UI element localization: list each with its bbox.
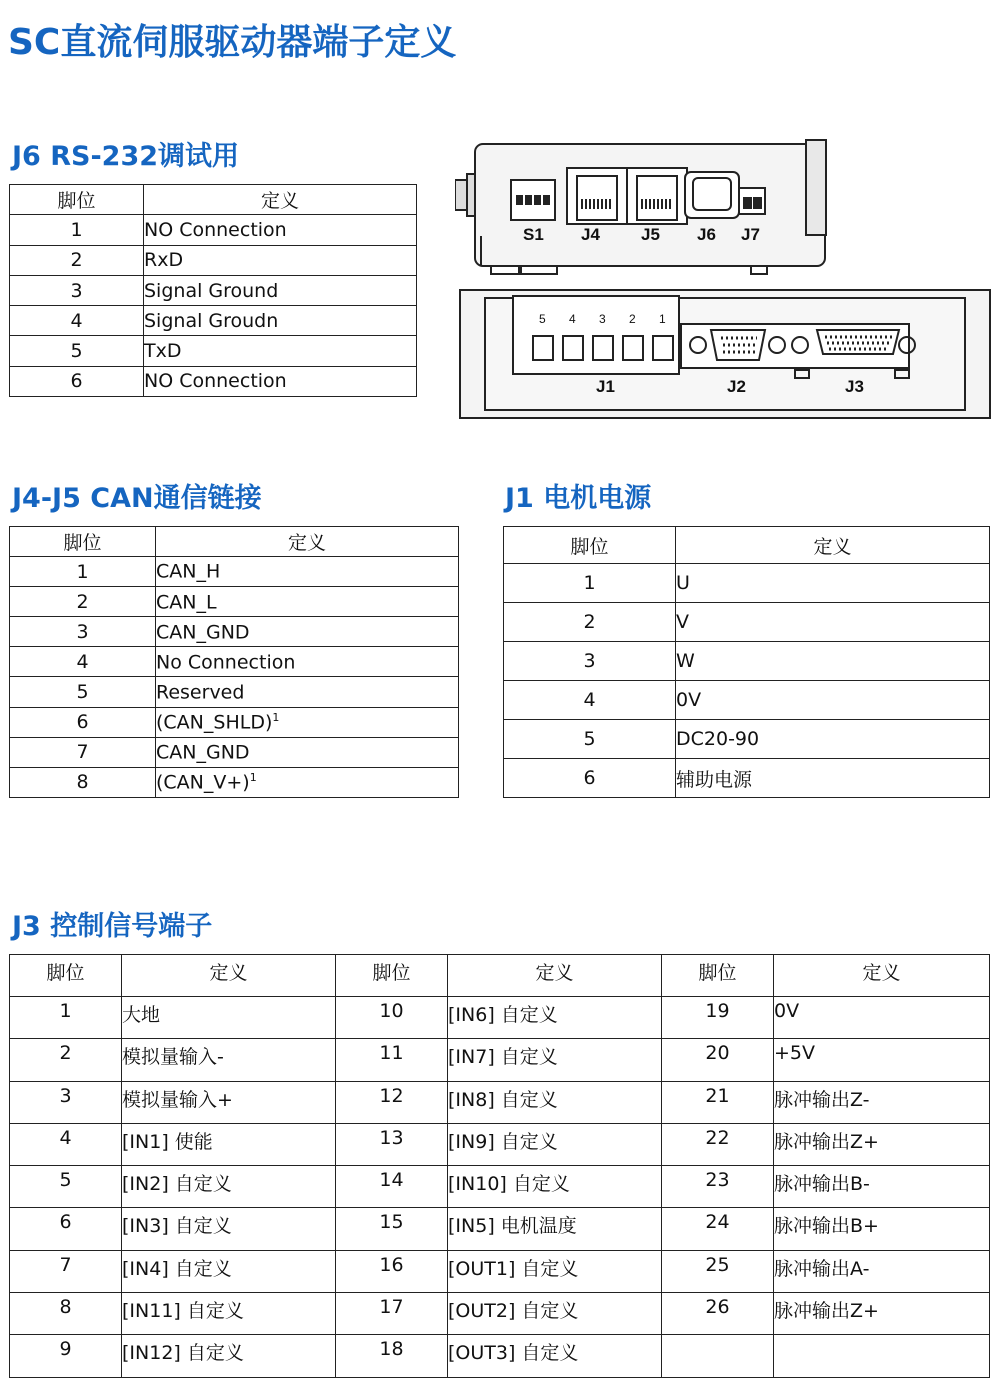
pin-number: 5 bbox=[10, 677, 156, 707]
pin-definition: W bbox=[676, 642, 990, 681]
pin-definition: 脉冲输出Z+ bbox=[774, 1293, 990, 1335]
pin-number: 3 bbox=[504, 642, 676, 681]
table-row bbox=[10, 767, 459, 797]
j1-pin-number: 3 bbox=[599, 312, 606, 326]
pin-number: 16 bbox=[336, 1250, 448, 1292]
table-row bbox=[10, 366, 417, 396]
header-definition: 定义 bbox=[122, 955, 336, 997]
table-row bbox=[10, 557, 459, 587]
pin-number: 17 bbox=[336, 1293, 448, 1335]
table-header-row bbox=[504, 527, 990, 564]
pin-number: 3 bbox=[10, 617, 156, 647]
table-row bbox=[504, 603, 990, 642]
pin-definition: (CAN_V+)$^1$ bbox=[156, 767, 459, 797]
pin-definition: 辅助电源 bbox=[676, 759, 990, 798]
pin-definition: DC20-90 bbox=[676, 720, 990, 759]
pin-number: 8 bbox=[10, 1293, 122, 1335]
table-row bbox=[10, 1123, 990, 1165]
pin-number: 4 bbox=[10, 306, 144, 336]
pin-number: 26 bbox=[662, 1293, 774, 1335]
header-pin: 脚位 bbox=[10, 955, 122, 997]
header-pin: 脚位 bbox=[10, 185, 144, 215]
pin-definition: [IN3] 自定义 bbox=[122, 1208, 336, 1250]
pin-number: 25 bbox=[662, 1250, 774, 1292]
pin-definition: 脉冲输出Z- bbox=[774, 1081, 990, 1123]
table-row bbox=[10, 1081, 990, 1123]
pin-number: 5 bbox=[10, 336, 144, 366]
label-j3: J3 bbox=[845, 377, 864, 396]
pin-definition bbox=[774, 1335, 990, 1377]
table-row bbox=[504, 642, 990, 681]
pin-definition: [IN7] 自定义 bbox=[448, 1039, 662, 1081]
table-row bbox=[504, 681, 990, 720]
header-pin: 脚位 bbox=[336, 955, 448, 997]
table-row bbox=[10, 306, 417, 336]
pin-definition: 脉冲输出A- bbox=[774, 1250, 990, 1292]
pin-definition: 脉冲输出B+ bbox=[774, 1208, 990, 1250]
pin-number: 15 bbox=[336, 1208, 448, 1250]
pin-definition: [IN6] 自定义 bbox=[448, 997, 662, 1039]
pin-number: 6 bbox=[10, 1208, 122, 1250]
pin-definition: [OUT3] 自定义 bbox=[448, 1335, 662, 1377]
j3-pin-table bbox=[9, 954, 990, 1378]
pin-definition: [IN5] 电机温度 bbox=[448, 1208, 662, 1250]
pin-number: 1 bbox=[10, 215, 144, 245]
pin-definition: Reserved bbox=[156, 677, 459, 707]
pin-definition: 脉冲输出B- bbox=[774, 1166, 990, 1208]
pin-number: 4 bbox=[10, 1123, 122, 1165]
footnote-marker: 1 bbox=[249, 771, 257, 785]
table-header-row bbox=[10, 955, 990, 997]
pin-definition: [IN10] 自定义 bbox=[448, 1166, 662, 1208]
j1-section-title: J1 电机电源 bbox=[505, 483, 652, 514]
j1-pin-table bbox=[503, 526, 990, 798]
pin-number: 1 bbox=[10, 557, 156, 587]
pin-definition: [IN8] 自定义 bbox=[448, 1081, 662, 1123]
table-row bbox=[504, 759, 990, 798]
pin-number: 13 bbox=[336, 1123, 448, 1165]
table-row bbox=[10, 336, 417, 366]
table-row bbox=[10, 617, 459, 647]
header-definition: 定义 bbox=[676, 527, 990, 564]
pin-number: 6 bbox=[10, 707, 156, 737]
pin-number: 9 bbox=[10, 1335, 122, 1377]
pin-definition: [IN12] 自定义 bbox=[122, 1335, 336, 1377]
pin-definition: CAN_GND bbox=[156, 737, 459, 767]
pin-definition: TxD bbox=[144, 336, 417, 366]
top-view bbox=[455, 140, 826, 274]
pin-number: 22 bbox=[662, 1123, 774, 1165]
pin-number: 21 bbox=[662, 1081, 774, 1123]
pin-definition: CAN_L bbox=[156, 587, 459, 617]
pin-number: 2 bbox=[10, 587, 156, 617]
table-row bbox=[10, 737, 459, 767]
pin-number: 18 bbox=[336, 1335, 448, 1377]
pin-number: 6 bbox=[10, 366, 144, 396]
j1-pin-number: 4 bbox=[569, 312, 576, 326]
pin-definition: U bbox=[676, 564, 990, 603]
table-row bbox=[10, 1293, 990, 1335]
pin-number: 2 bbox=[10, 1039, 122, 1081]
table-header-row bbox=[10, 527, 459, 557]
header-definition: 定义 bbox=[448, 955, 662, 997]
pin-definition: 模拟量输入- bbox=[122, 1039, 336, 1081]
table-row bbox=[10, 1335, 990, 1377]
pin-number: 3 bbox=[10, 275, 144, 305]
pin-definition: 大地 bbox=[122, 997, 336, 1039]
header-definition: 定义 bbox=[144, 185, 417, 215]
pin-number: 10 bbox=[336, 997, 448, 1039]
pin-definition: Signal Ground bbox=[144, 275, 417, 305]
table-row bbox=[10, 647, 459, 677]
pin-definition: RxD bbox=[144, 245, 417, 275]
pin-number: 1 bbox=[504, 564, 676, 603]
pin-number: 4 bbox=[10, 647, 156, 677]
pin-definition: +5V bbox=[774, 1039, 990, 1081]
pin-definition: No Connection bbox=[156, 647, 459, 677]
table-row bbox=[10, 677, 459, 707]
header-pin: 脚位 bbox=[504, 527, 676, 564]
table-row bbox=[10, 1250, 990, 1292]
pin-number: 8 bbox=[10, 767, 156, 797]
pin-number: 14 bbox=[336, 1166, 448, 1208]
pin-number: 24 bbox=[662, 1208, 774, 1250]
pin-number: 5 bbox=[504, 720, 676, 759]
pin-number: 2 bbox=[504, 603, 676, 642]
pin-definition: 脉冲输出Z+ bbox=[774, 1123, 990, 1165]
pin-number: 12 bbox=[336, 1081, 448, 1123]
table-row bbox=[10, 1039, 990, 1081]
pin-definition: NO Connection bbox=[144, 215, 417, 245]
pin-definition: 模拟量输入+ bbox=[122, 1081, 336, 1123]
j1-pin-number: 2 bbox=[629, 312, 636, 326]
pin-number: 23 bbox=[662, 1166, 774, 1208]
label-j7: J7 bbox=[741, 225, 760, 244]
header-definition: 定义 bbox=[774, 955, 990, 997]
pin-definition: [OUT2] 自定义 bbox=[448, 1293, 662, 1335]
label-j5: J5 bbox=[641, 225, 660, 244]
table-row bbox=[10, 245, 417, 275]
header-pin: 脚位 bbox=[10, 527, 156, 557]
pin-definition: [OUT1] 自定义 bbox=[448, 1250, 662, 1292]
pin-number: 7 bbox=[10, 1250, 122, 1292]
j6-section-title: J6 RS-232调试用 bbox=[12, 141, 240, 172]
table-row bbox=[504, 564, 990, 603]
pin-number: 4 bbox=[504, 681, 676, 720]
j1-pin-number: 5 bbox=[539, 312, 546, 326]
label-j6: J6 bbox=[697, 225, 716, 244]
label-j1: J1 bbox=[596, 377, 615, 396]
table-row bbox=[10, 707, 459, 737]
j1-pin-number: 1 bbox=[659, 312, 666, 326]
pin-definition: [IN9] 自定义 bbox=[448, 1123, 662, 1165]
header-definition: 定义 bbox=[156, 527, 459, 557]
label-j4: J4 bbox=[581, 225, 600, 244]
j45-pin-table bbox=[9, 526, 459, 798]
label-j2: J2 bbox=[727, 377, 746, 396]
page-title: SC直流伺服驱动器端子定义 bbox=[8, 22, 457, 63]
bottom-view bbox=[460, 290, 990, 418]
pin-definition: Signal Groudn bbox=[144, 306, 417, 336]
pin-definition: CAN_H bbox=[156, 557, 459, 587]
pin-number: 7 bbox=[10, 737, 156, 767]
pin-number: 2 bbox=[10, 245, 144, 275]
pin-definition: [IN11] 自定义 bbox=[122, 1293, 336, 1335]
pin-number: 11 bbox=[336, 1039, 448, 1081]
table-row bbox=[10, 997, 990, 1039]
table-header-row bbox=[10, 185, 417, 215]
footnote-marker: 1 bbox=[272, 710, 280, 724]
pin-definition: [IN1] 使能 bbox=[122, 1123, 336, 1165]
pin-definition: V bbox=[676, 603, 990, 642]
pin-number: 3 bbox=[10, 1081, 122, 1123]
j3-section-title: J3 控制信号端子 bbox=[12, 911, 213, 942]
table-row bbox=[10, 215, 417, 245]
pin-number: 1 bbox=[10, 997, 122, 1039]
table-row bbox=[10, 275, 417, 305]
table-row bbox=[10, 587, 459, 617]
pin-definition: 0V bbox=[676, 681, 990, 720]
pin-definition: CAN_GND bbox=[156, 617, 459, 647]
table-row bbox=[10, 1208, 990, 1250]
device-drawing bbox=[455, 138, 995, 428]
table-row bbox=[504, 720, 990, 759]
pin-number: 6 bbox=[504, 759, 676, 798]
pin-definition: [IN4] 自定义 bbox=[122, 1250, 336, 1292]
j6-pin-table bbox=[9, 184, 417, 397]
pin-definition: (CAN_SHLD)$^1$ bbox=[156, 707, 459, 737]
pin-number: 5 bbox=[10, 1166, 122, 1208]
label-s1: S1 bbox=[523, 225, 544, 244]
table-row bbox=[10, 1166, 990, 1208]
pin-number bbox=[662, 1335, 774, 1377]
pin-definition: [IN2] 自定义 bbox=[122, 1166, 336, 1208]
j45-section-title: J4-J5 CAN通信链接 bbox=[12, 483, 262, 514]
pin-definition: NO Connection bbox=[144, 366, 417, 396]
pin-number: 19 bbox=[662, 997, 774, 1039]
pin-number: 20 bbox=[662, 1039, 774, 1081]
header-pin: 脚位 bbox=[662, 955, 774, 997]
pin-definition: 0V bbox=[774, 997, 990, 1039]
